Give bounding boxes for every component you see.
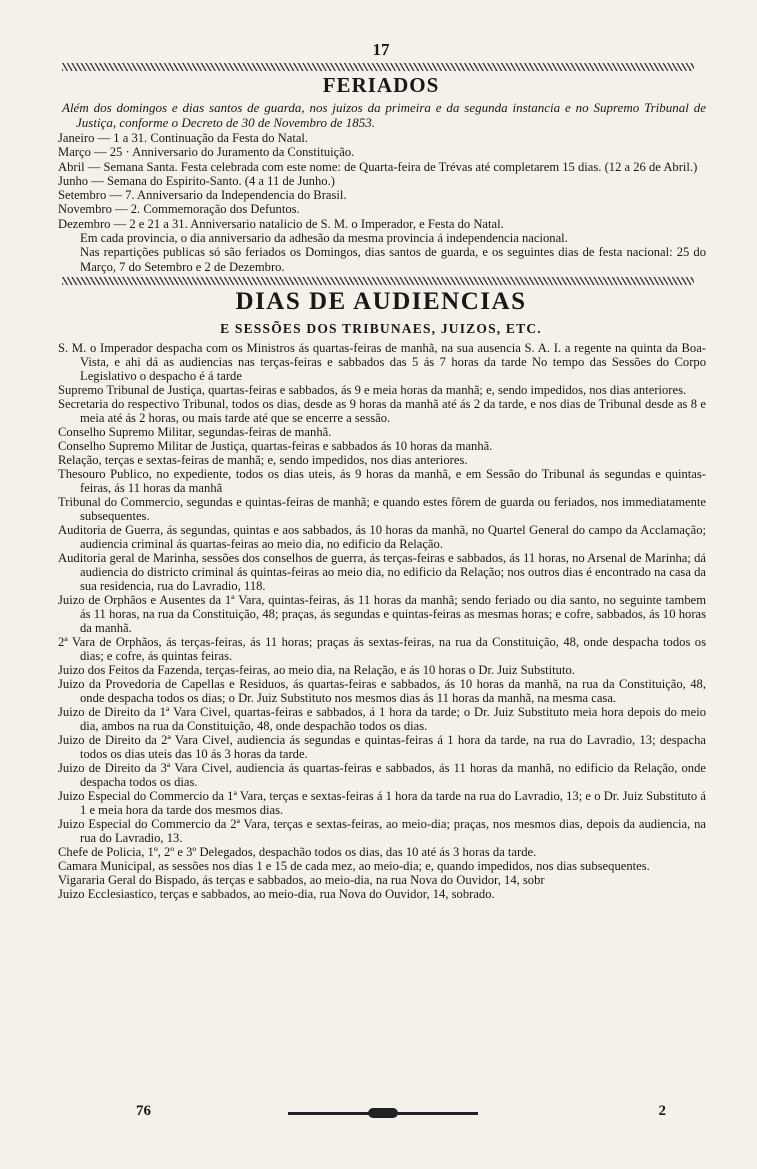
audiencias-entry: 2ª Vara de Orphãos, ás terças-feiras, ás 11 horas; praças ás sextas-feiras, na rua da Constituição, 48, onde despacha todos os dias; e cofre, ás quintas feiras. <box>58 634 706 663</box>
audiencias-entry: S. M. o Imperador despacha com os Ministros ás quartas-feiras de manhã, na sua ausencia S. A. I. a regente na quinta da Boa-Vista, e ahi dá as audiencias nas terças-feiras e sabbados das 5 ás 7 horas da tarde No tempo das Sessões do Corpo Legislativo o despacho é á tarde <box>58 340 706 383</box>
audiencias-entry: Chefe de Policia, 1º, 2º e 3º Delegados, despachão todos os dias, das 10 até ás 3 horas da tarde. <box>58 844 537 859</box>
audiencias-entry: Conselho Supremo Militar de Justiça, quartas-feiras e sabbados ás 10 horas da manhã. <box>58 438 493 453</box>
feriados-entry: Janeiro — 1 a 31. Continuação da Festa do Natal. <box>58 131 309 145</box>
audiencias-entry: Juizo de Orphãos e Ausentes da 1ª Vara, quintas-feiras, ás 11 horas da manhã; sendo feriado ou dia santo, no seguinte tambem ás 11 horas, na rua da Constituição, 48; praças, ás segundas e quintas-feiras as mesmas horas; e cofre, sabbados, ás 10 horas da manhã. <box>58 592 706 635</box>
audiencias-entry: Juizo de Direito da 2ª Vara Civel, audiencia ás segundas e quintas-feiras á 1 hora da tarde, na rua do Lavradio, 13; despacha todos os dias uteis das 10 ás 3 horas da tarde. <box>58 732 706 761</box>
audiencias-entry: Juizo dos Feitos da Fazenda, terças-feiras, ao meio dia, na Relação, e ás 10 horas o Dr. Juiz Substituto. <box>58 662 575 677</box>
audiencias-entry: Vigararia Geral do Bispado, ás terças e sabbados, ao meio-dia, na rua Nova do Ouvidor, 14, sobr <box>58 872 545 887</box>
page-footer <box>56 1103 696 1123</box>
audiencias-entry: Camara Municipal, as sessões nos dias 1 e 15 de cada mez, ao meio-dia; e, quando impedidos, nos dias subsequentes. <box>58 858 650 873</box>
feriados-intro: Além dos domingos e dias santos de guarda, nos juizos da primeira e da segunda instancia e no Supremo Tribunal de Justiça, conforme o Decreto de 30 de Novembro de 1853. <box>62 100 706 130</box>
audiencias-title: DIAS DE AUDIENCIAS <box>235 287 527 315</box>
document-page <box>56 40 706 901</box>
audiencias-entry: Juizo de Direito da 3ª Vara Civel, audiencia ás quartas-feiras e sabbados, ás 11 horas da manhã, no edificio da Relação, onde despacha todos os dias. <box>58 760 706 789</box>
feriados-entry: Dezembro — 2 e 21 a 31. Anniversario natalicio de S. M. o Imperador, e Festa do Natal. <box>58 216 504 231</box>
audiencias-entry: Conselho Supremo Militar, segundas-feiras de manhã. <box>58 424 332 439</box>
footer-ornament <box>288 1112 478 1115</box>
feriados-title: FERIADOS <box>322 73 440 97</box>
feriados-entry: Novembro — 2. Commemoração dos Defuntos. <box>58 202 300 217</box>
feriados-note: Nas repartições publicas só são feriados os Domingos, dias santos de guarda, e os seguintes dias de festa nacional: 25 do Março, 7 do Setembro e 2 de Dezembro. <box>80 245 706 274</box>
audiencias-entry: Auditoria de Guerra, ás segundas, quintas e aos sabbados, ás 10 horas da manhã, no Quartel General do campo da Acclamação; audiencia criminal ás quartas-feiras ao meio dia, no edificio da Relação. <box>58 522 706 551</box>
wavy-rule-top <box>62 63 694 71</box>
feriados-entry: Abril — Semana Santa. Festa celebrada com este nome: de Quarta-feira de Trévas até completarem 15 dias. (12 a 26 de Abril.) <box>58 159 698 174</box>
signature-mark-left: 76 <box>136 1103 151 1119</box>
audiencias-entry: Juizo da Provedoria de Capellas e Residuos, ás quartas-feiras e sabbados, ás 10 horas da manhã, na rua da Constituição, 48, onde despacha todos os dias; o Dr. Juiz Substituto nos mesmos dias ás 11 horas da manhã, na mesma casa. <box>58 676 706 705</box>
audiencias-entry: Juizo Ecclesiastico, terças e sabbados, ao meio-dia, rua Nova do Ouvidor, 14, sobrado. <box>58 886 495 901</box>
feriados-entry: Setembro — 7. Anniversario da Independencia do Brasil. <box>58 188 347 203</box>
audiencias-entry: Relação, terças e sextas-feiras de manhã; e, sendo impedidos, nos dias anteriores. <box>58 452 468 467</box>
signature-mark-right: 2 <box>658 1103 666 1119</box>
feriados-entry: Março — 25 · Anniversario do Juramento da Constituição. <box>58 145 355 160</box>
wavy-rule-middle <box>62 277 694 285</box>
feriados-note: Em cada provincia, o dia anniversario da adhesão da mesma provincia á independencia nacional. <box>80 231 568 246</box>
audiencias-entry: Thesouro Publico, no expediente, todos os dias uteis, ás 9 horas da manhã, e em Sessão do Tribunal ás segundas e quintas-feiras, ás 11 horas da manhã <box>58 466 706 495</box>
audiencias-entry: Juizo Especial do Commercio da 1ª Vara, terças e sextas-feiras á 1 hora da tarde na rua do Lavradio, 13; e o Dr. Juiz Substituto á 1 e meia hora da tarde dos mesmos dias. <box>58 788 706 817</box>
feriados-list <box>56 131 706 274</box>
audiencias-subtitle: E SESSÕES DOS TRIBUNAES, JUIZOS, ETC. <box>220 320 542 336</box>
audiencias-entry: Supremo Tribunal de Justiça, quartas-feiras e sabbados, ás 9 e meia horas da manhã; e, sendo impedidos, nos dias anteriores. <box>58 382 687 397</box>
audiencias-entry: Secretaria do respectivo Tribunal, todos os dias, desde as 9 horas da manhã até ás 2 da tarde, e nos dias de Tribunal desde as 8 e meia até ás 2 horas, ou mais tarde até que se encerre a sessão. <box>58 396 706 425</box>
page-number: 17 <box>372 40 390 59</box>
feriados-entry: Junho — Semana do Espirito-Santo. (4 a 11 de Junho.) <box>58 173 335 188</box>
audiencias-entry: Juizo de Direito da 1ª Vara Civel, quartas-feiras e sabbados, á 1 hora da tarde; o Dr. Juiz Substituto meia hora depois do meio dia, ambos na rua da Constituição, 48, onde despachão todos os dias. <box>58 704 706 733</box>
audiencias-entry: Auditoria geral de Marinha, sessões dos conselhos de guerra, ás terças-feiras e sabbados, ás 11 horas, no Arsenal de Marinha; dá audiencia do districto criminal ás quintas-feiras ao meio dia, no edificio da Relação; nos outros dias é encontrado na casa da sua residencia, rua do Lavradio, 118. <box>58 550 706 593</box>
audiencias-list <box>56 341 706 901</box>
audiencias-entry: Juizo Especial do Commercio da 2ª Vara, terças e sextas-feiras, ao meio-dia; praças, nos mesmos dias, depois da audiencia, na rua do Lavradio, 13. <box>58 816 706 845</box>
audiencias-entry: Tribunal do Commercio, segundas e quintas-feiras de manhã; e quando estes fôrem de guarda ou feriados, nos immediatamente subsequentes. <box>58 494 706 523</box>
